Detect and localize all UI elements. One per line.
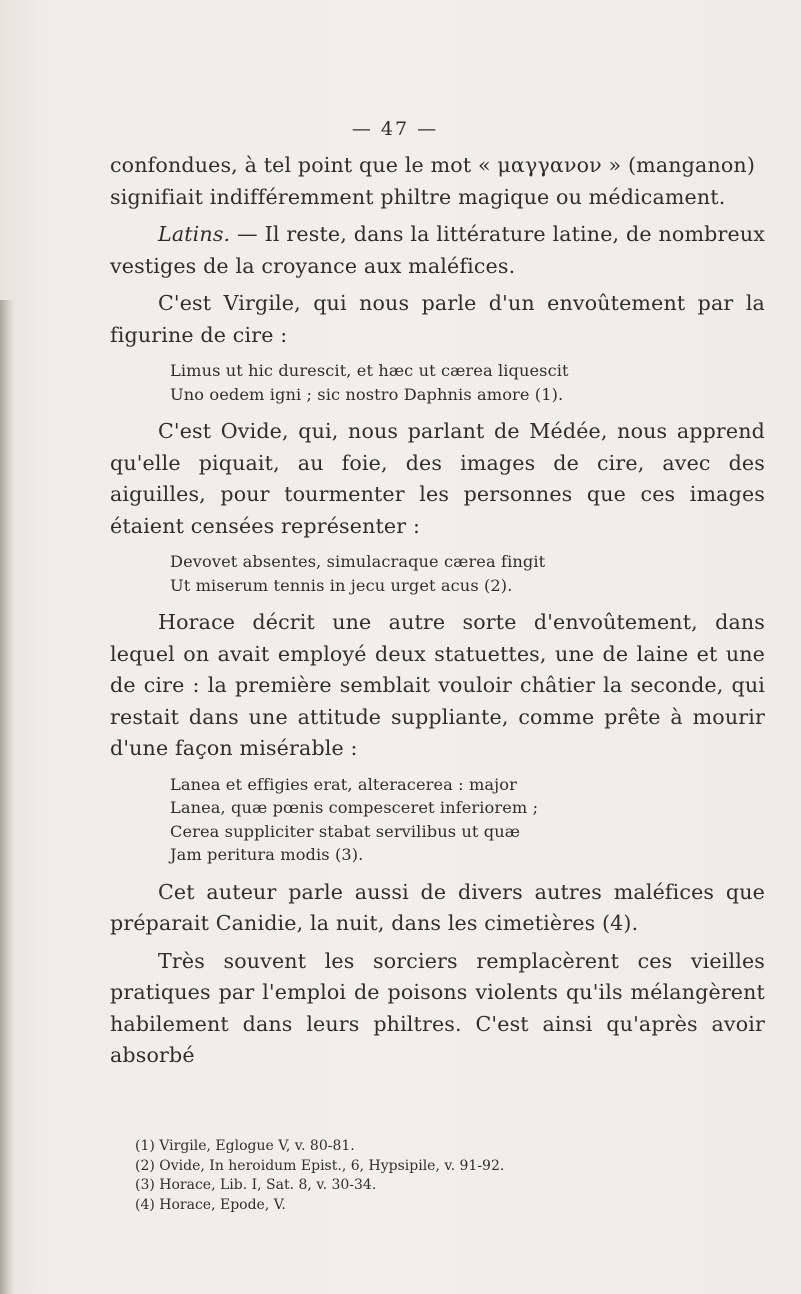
verse-virgile [110, 359, 765, 406]
paragraph-1-line-2: signifiait indifféremment philtre magique ou médicament. [110, 184, 726, 209]
section-heading-latins: Latins. [158, 222, 231, 246]
verse-line: Ut miserum tennis in jecu urget acus (2). [170, 575, 513, 595]
paragraph-ovide: C'est Ovide, qui, nous parlant de Médée, nous apprend qu'elle piquait, au foie, des images de cire, avec des aiguilles, pour tourmenter les personnes que ces images étaient censées représenter : [110, 419, 765, 538]
paragraph-1 [110, 150, 765, 213]
verse-line: Cerea suppliciter stabat servilibus ut quæ [170, 821, 521, 841]
verse-line: Lanea et effigies erat, alteracerea : major [170, 774, 517, 794]
footnote-2: (2) Ovide, In heroidum Epist., 6, Hypsipile, v. 91-92. [135, 1157, 505, 1174]
paragraph-sorciers: Très souvent les sorciers remplacèrent ces vieilles pratiques par l'emploi de poisons violents qu'ils mélangèrent habilement dans leurs philtres. C'est ainsi qu'après avoir absorbé [110, 948, 765, 1067]
verse-line: Jam peritura modis (3). [170, 845, 364, 864]
paragraph-canidie: Cet auteur parle aussi de divers autres maléfices que préparait Canidie, la nuit, dans les cimetières (4). [110, 879, 765, 935]
verse-line: Devovet absentes, simulacraque cærea fingit [170, 552, 546, 571]
paragraph-1-line-1: confondues, à tel point que le mot « μαγγανον » (manganon) [110, 153, 756, 177]
paragraph-latins [110, 219, 765, 282]
footnote-4: (4) Horace, Epode, V. [135, 1196, 286, 1213]
verse-ovide [110, 550, 765, 597]
paragraph-latins-text: — Il reste, dans la littérature latine, de nombreux vestiges de la croyance aux maléfices. [110, 222, 765, 278]
page-number: — 47 — [351, 118, 439, 140]
verse-line: Limus ut hic durescit, et hæc ut cærea liquescit [170, 361, 569, 380]
verse-line: Lanea, quæ pœnis compesceret inferiorem ; [170, 798, 539, 817]
paragraph-virgile: C'est Virgile, qui nous parle d'un envoûtement par la figurine de cire : [110, 291, 765, 347]
paragraph-horace: Horace décrit une autre sorte d'envoûtement, dans lequel on avait employé deux statuettes, une de laine et une de cire : la première semblait vouloir châtier la seconde, qui restait dans une attitude suppliante, comme prête à mourir d'une façon misérable : [110, 610, 765, 760]
verse-line: Uno oedem igni ; sic nostro Daphnis amore (1). [170, 384, 564, 404]
main-text [110, 150, 765, 1078]
footnote-1: (1) Virgile, Eglogue V, v. 80-81. [135, 1138, 355, 1154]
footnotes [135, 1137, 755, 1215]
verse-horace [110, 773, 765, 867]
page-edge-shadow [0, 300, 14, 1294]
footnote-3: (3) Horace, Lib. I, Sat. 8, v. 30-34. [135, 1177, 377, 1193]
